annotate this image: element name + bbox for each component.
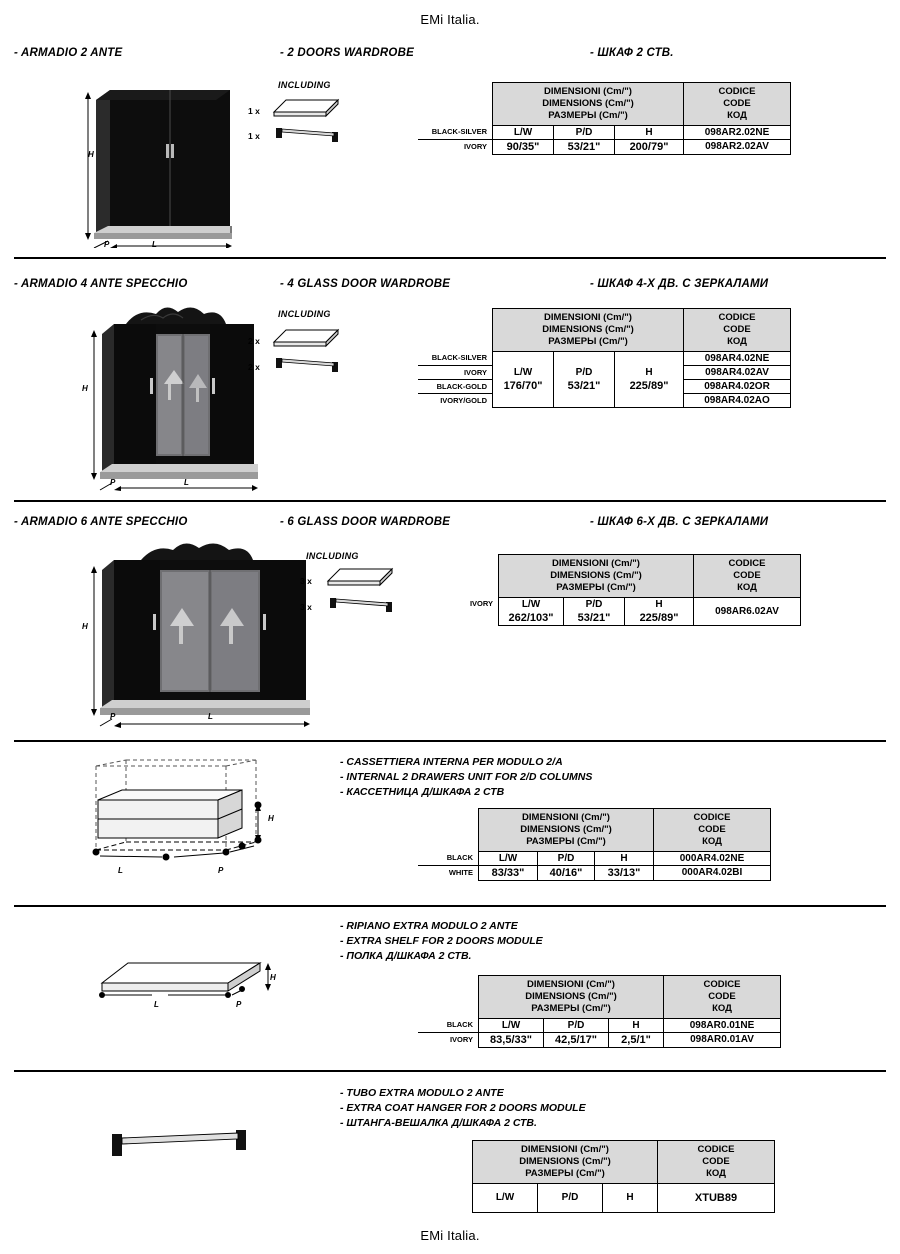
finish-label-2-1: IVORY bbox=[418, 365, 493, 379]
section-4-spec-table bbox=[418, 808, 771, 881]
section-3-incl-qty-1: 3 x bbox=[300, 602, 312, 612]
section-6-desc-it: - TUBO EXTRA MODULO 2 ANTE bbox=[340, 1087, 504, 1099]
section-1-title-it: - ARMADIO 2 ANTE bbox=[14, 47, 123, 59]
section-6-description bbox=[340, 1086, 586, 1132]
wardrobe-6-label-l: L bbox=[208, 712, 213, 721]
unit-pd-2: P/D bbox=[554, 365, 615, 379]
section-2-incl-qty-1: 2 x bbox=[248, 362, 260, 372]
finish-label-4-0: BLACK bbox=[418, 851, 479, 865]
section-6-desc-ru: - ШТАНГА-ВЕШАЛКА Д/ШКАФА 2 СТВ. bbox=[340, 1117, 537, 1130]
section-6-desc-en: - EXTRA COAT HANGER FOR 2 DOORS MODULE bbox=[340, 1102, 586, 1115]
dim-lw-2: 176/70" bbox=[493, 379, 554, 393]
section-1-title-ru: - ШКАФ 2 СТВ. bbox=[590, 47, 674, 59]
section-1-incl-qty-1: 1 x bbox=[248, 131, 260, 141]
code-header-6: CODICE CODE КОД bbox=[658, 1141, 775, 1184]
dim-header-2: DIMENSIONI (Cm/") DIMENSIONS (Cm/") РАЗМЕРЫ (Cm/") bbox=[493, 309, 684, 352]
dim-pd-1: 53/21" bbox=[554, 139, 615, 154]
section-2-spec-table bbox=[418, 308, 791, 408]
dim-header-1: DIMENSIONI (Cm/") DIMENSIONS (Cm/") РАЗМЕРЫ (Cm/") bbox=[493, 83, 684, 126]
section-4-desc-en: - INTERNAL 2 DRAWERS UNIT FOR 2/D COLUMNS bbox=[340, 771, 593, 784]
wardrobe-4-label-l: L bbox=[184, 478, 189, 487]
dim-lw-4: 83/33" bbox=[479, 865, 538, 880]
section-2-including-label: INCLUDING bbox=[278, 309, 331, 319]
section-3-title-en: - 6 GLASS DOOR WARDROBE bbox=[280, 516, 451, 528]
unit-h-5: H bbox=[609, 1018, 664, 1032]
dim-h-3: 225/89" bbox=[625, 611, 694, 626]
section-2-title-ru: - ШКАФ 4-Х ДВ. С ЗЕРКАЛАМИ bbox=[590, 278, 769, 290]
section-4-description bbox=[340, 755, 592, 801]
section-2-title-en: - 4 GLASS DOOR WARDROBE bbox=[280, 278, 451, 290]
dim-pd-4: 40/16" bbox=[538, 865, 595, 880]
rail-icon bbox=[272, 354, 344, 376]
wardrobe-6-doors-illustration bbox=[86, 538, 336, 728]
finish-label-2-3: IVORY/GOLD bbox=[440, 395, 487, 405]
rail-icon bbox=[272, 124, 344, 146]
section-3-title-it: - ARMADIO 6 ANTE SPECCHIO bbox=[14, 516, 188, 528]
dim-header-3: DIMENSIONI (Cm/") DIMENSIONS (Cm/") РАЗМЕРЫ (Cm/") bbox=[499, 555, 694, 598]
section-1-including-label: INCLUDING bbox=[278, 80, 331, 90]
wardrobe-2-label-p: P bbox=[104, 240, 110, 249]
finish-label-5-1: IVORY bbox=[449, 1035, 473, 1045]
code-5-0: 098AR0.01NE bbox=[664, 1018, 781, 1032]
dim-header-6: DIMENSIONI (Cm/") DIMENSIONS (Cm/") РАЗМЕРЫ (Cm/") bbox=[473, 1141, 658, 1184]
divider-1 bbox=[14, 257, 886, 259]
code-4-1: 000AR4.02BI bbox=[654, 865, 771, 880]
finish-label-2-0: BLACK-SILVER bbox=[418, 351, 493, 365]
wardrobe-2-label-l: L bbox=[152, 240, 157, 249]
section-1-spec-table bbox=[418, 82, 791, 155]
unit-h-1: H bbox=[615, 125, 684, 139]
dim-pd-3: 53/21" bbox=[564, 611, 625, 626]
dim-h-4: 33/13" bbox=[595, 865, 654, 880]
shelf-label-l: L bbox=[154, 1000, 159, 1009]
code-header-2: CODICE CODE КОД bbox=[684, 309, 791, 352]
unit-lw-1: L/W bbox=[493, 125, 554, 139]
unit-lw-4: L/W bbox=[479, 851, 538, 865]
divider-5 bbox=[14, 1070, 886, 1072]
dim-h-5: 2,5/1" bbox=[609, 1032, 664, 1047]
shelf-label-p: P bbox=[236, 1000, 242, 1009]
drawers-label-h: H bbox=[268, 814, 274, 823]
unit-pd-5: P/D bbox=[544, 1018, 609, 1032]
dim-lw-5: 83,5/33" bbox=[479, 1032, 544, 1047]
finish-label-1-0: BLACK-SILVER bbox=[418, 125, 493, 139]
wardrobe-2-doors-illustration bbox=[80, 78, 260, 248]
finish-label-1-1: IVORY bbox=[463, 142, 487, 152]
divider-4 bbox=[14, 905, 886, 907]
dim-h-1: 200/79" bbox=[615, 139, 684, 154]
section-2-title-it: - ARMADIO 4 ANTE SPECCHIO bbox=[14, 278, 188, 290]
coat-hanger-illustration bbox=[108, 1128, 258, 1166]
section-1-incl-qty-0: 1 x bbox=[248, 106, 260, 116]
wardrobe-2-label-h: H bbox=[88, 150, 94, 159]
unit-pd-4: P/D bbox=[538, 851, 595, 865]
unit-lw-3: L/W bbox=[499, 597, 564, 611]
drawers-unit-illustration bbox=[78, 758, 278, 888]
unit-h-3: H bbox=[625, 597, 694, 611]
code-4-0: 000AR4.02NE bbox=[654, 851, 771, 865]
dim-header-5: DIMENSIONI (Cm/") DIMENSIONS (Cm/") РАЗМЕРЫ (Cm/") bbox=[479, 976, 664, 1019]
code-6-0: XTUB89 bbox=[658, 1183, 775, 1212]
dim-lw-1: 90/35" bbox=[493, 139, 554, 154]
section-5-desc-it: - RIPIANO EXTRA MODULO 2 ANTE bbox=[340, 920, 518, 932]
section-4-desc-it: - CASSETTIERA INTERNA PER MODULO 2/A bbox=[340, 756, 563, 768]
drawers-label-l: L bbox=[118, 866, 123, 875]
section-3-including-label: INCLUDING bbox=[306, 551, 359, 561]
wardrobe-4-label-p: P bbox=[110, 478, 116, 487]
unit-lw-2: L/W bbox=[493, 365, 554, 379]
unit-pd-1: P/D bbox=[554, 125, 615, 139]
code-header-1: CODICE CODE КОД bbox=[684, 83, 791, 126]
dim-pd-2: 53/21" bbox=[554, 379, 615, 393]
unit-lw-6: L/W bbox=[473, 1183, 538, 1212]
section-6-spec-table bbox=[472, 1140, 775, 1213]
brand-footer: EMi Italia. bbox=[420, 1228, 480, 1243]
code-3-0: 098AR6.02AV bbox=[694, 597, 801, 625]
code-1-0: 098AR2.02NE bbox=[684, 125, 791, 139]
section-5-description bbox=[340, 919, 543, 965]
shelf-icon bbox=[272, 96, 344, 122]
code-1-1: 098AR2.02AV bbox=[684, 139, 791, 154]
shelf-label-h: H bbox=[270, 973, 276, 982]
shelf-icon bbox=[272, 326, 344, 352]
unit-h-6: H bbox=[603, 1183, 658, 1212]
unit-pd-3: P/D bbox=[564, 597, 625, 611]
dim-pd-5: 42,5/17" bbox=[544, 1032, 609, 1047]
section-2-incl-qty-0: 2 x bbox=[248, 336, 260, 346]
code-2-3: 098AR4.02AO bbox=[684, 393, 791, 407]
extra-shelf-illustration bbox=[96, 955, 286, 1010]
dim-lw-3: 262/103" bbox=[499, 611, 564, 626]
section-3-spec-table bbox=[446, 554, 801, 626]
unit-h-4: H bbox=[595, 851, 654, 865]
code-2-2: 098AR4.02OR bbox=[684, 379, 791, 393]
wardrobe-4-doors-illustration bbox=[86, 300, 286, 495]
finish-label-3-0: IVORY bbox=[469, 599, 493, 609]
divider-2 bbox=[14, 500, 886, 502]
drawers-label-p: P bbox=[218, 866, 224, 875]
rail-icon bbox=[326, 594, 398, 616]
code-2-0: 098AR4.02NE bbox=[684, 351, 791, 365]
unit-h-2: H bbox=[615, 365, 684, 379]
code-2-1: 098AR4.02AV bbox=[684, 365, 791, 379]
code-5-1: 098AR0.01AV bbox=[664, 1032, 781, 1047]
dim-header-4: DIMENSIONI (Cm/") DIMENSIONS (Cm/") РАЗМЕРЫ (Cm/") bbox=[479, 809, 654, 852]
unit-lw-5: L/W bbox=[479, 1018, 544, 1032]
section-3-incl-qty-0: 3 x bbox=[300, 576, 312, 586]
finish-label-2-2: BLACK-GOLD bbox=[418, 379, 493, 393]
finish-label-4-1: WHITE bbox=[448, 868, 473, 878]
section-5-spec-table bbox=[418, 975, 781, 1048]
section-3-title-ru: - ШКАФ 6-Х ДВ. С ЗЕРКАЛАМИ bbox=[590, 516, 769, 528]
code-header-5: CODICE CODE КОД bbox=[664, 976, 781, 1019]
code-header-4: CODICE CODE КОД bbox=[654, 809, 771, 852]
unit-pd-6: P/D bbox=[538, 1183, 603, 1212]
finish-label-5-0: BLACK bbox=[418, 1018, 479, 1032]
shelf-icon bbox=[326, 565, 398, 591]
dim-h-2: 225/89" bbox=[615, 379, 684, 393]
section-1-title-en: - 2 DOORS WARDROBE bbox=[280, 47, 414, 59]
wardrobe-6-label-p: P bbox=[110, 712, 116, 721]
section-5-desc-en: - EXTRA SHELF FOR 2 DOORS MODULE bbox=[340, 935, 543, 948]
divider-3 bbox=[14, 740, 886, 742]
wardrobe-4-label-h: H bbox=[82, 384, 88, 393]
brand-header: EMi Italia. bbox=[420, 12, 480, 27]
code-header-3: CODICE CODE КОД bbox=[694, 555, 801, 598]
section-5-desc-ru: - ПОЛКА Д/ШКАФА 2 СТВ. bbox=[340, 950, 472, 963]
section-4-desc-ru: - КАССЕТНИЦА Д/ШКАФА 2 СТВ bbox=[340, 786, 505, 799]
wardrobe-6-label-h: H bbox=[82, 622, 88, 631]
